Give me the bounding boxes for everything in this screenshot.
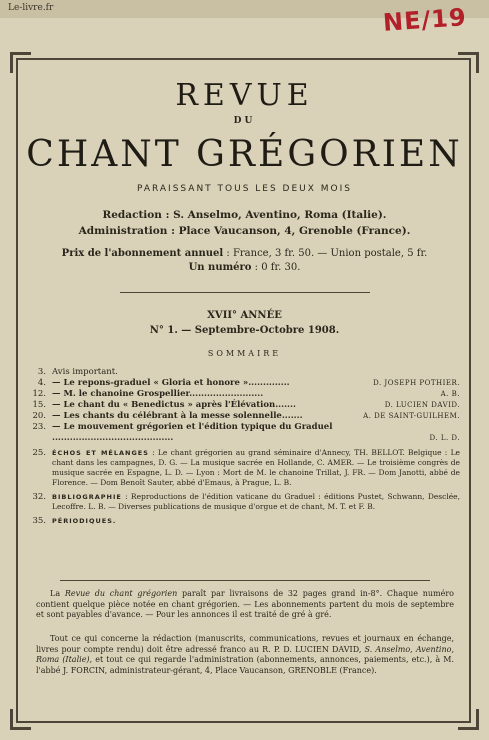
subtitle: PARAISSANT TOUS LES DEUX MOIS <box>136 184 352 194</box>
summary-heading: SOMMAIRE <box>207 349 282 358</box>
toc-page: 23. <box>32 422 46 432</box>
footer-text: Tout ce qui concerne la rédaction (manuscrits, communications, revues et journaux en échange, livres pour compte rendu) doit être adressé franco au R. P. D. LUCIEN DAVID, <box>36 634 454 654</box>
section-label: BIBLIOGRAPHIE <box>52 493 122 501</box>
footer-paragraph-2 <box>36 634 454 676</box>
volume-year: XVII° ANNÉE <box>207 310 282 321</box>
toc-author: A. B. <box>440 390 460 398</box>
toc-page: 15. <box>32 400 46 410</box>
divider <box>120 292 370 293</box>
footer-text: paraît par livraisons de 32 pages grand in-8°. Chaque numéro contient quelque pièce notée en chant grégorien. — Les abonnements partent du mois de septembre et sont payables d'avance. — Pour les annonces il est traité de gré à gré. <box>36 589 454 619</box>
corner-ornament <box>458 709 479 730</box>
divider <box>60 580 430 581</box>
toc-entry <box>28 367 460 378</box>
toc-title: Avis important. <box>52 367 118 377</box>
toc-page: 32. <box>32 492 46 502</box>
toc-title: — Les chants du célébrant à la messe solennelle....... <box>52 411 303 421</box>
section-text: : Reproductions de l'édition vaticane du Graduel : éditions Pustet, Schwann, Desclée, Lecoffre. L. B. — Diverses publications de musique d'orgue et de chant, M. T. et F. B. <box>52 492 460 511</box>
toc-author: D. L. D. <box>429 434 460 442</box>
corner-ornament <box>10 709 31 730</box>
corner-ornament <box>10 52 31 73</box>
footer-paragraph-1 <box>36 589 454 621</box>
title-main: CHANT GRÉGORIEN <box>26 134 463 175</box>
toc-entry-echos <box>28 448 460 488</box>
numero-value: : 0 fr. 30. <box>251 262 301 273</box>
toc-author: D. JOSEPH POTHIER. <box>373 379 460 387</box>
toc-entry-biblio <box>28 492 460 512</box>
toc-title: — Le repons-graduel « Gloria et honore ».............. <box>52 378 290 388</box>
issue-number: N° 1. — Septembre-Octobre 1908. <box>149 325 340 336</box>
footer-italic: Revue du chant grégorien <box>64 589 178 598</box>
toc-entry <box>28 378 460 389</box>
toc-entry <box>28 389 460 400</box>
toc-title: — Le chant du « Benedictus » après l'Élévation....... <box>52 400 296 410</box>
toc-author: A. DE SAINT-GUILHEM. <box>363 412 460 420</box>
toc-author: D. LUCIEN DAVID. <box>384 401 460 409</box>
footer-text: La <box>50 589 65 598</box>
numero-label: Un numéro <box>188 262 252 273</box>
source-watermark: Le-livre.fr <box>8 3 54 13</box>
section-text: : Le chant grégorien au grand séminaire d'Annecy, TH. BELLOT. Belgique : Le chant dans les campagnes, D. G. — La musique sacrée en Hollande, C. AMER. — Le troisième congrès de musique sacrée en Espagne, L. D. — Lyon : Mort de M. le chanoine Trillat, J. FR. — Dom Janotti, abbé de Florence. — Dom Benoît Sauter, abbé d'Emaus, à Prague, L. B. <box>52 448 460 487</box>
handwritten-reference: NE/19 <box>382 3 468 37</box>
toc-page: 12. <box>32 389 46 399</box>
table-of-contents <box>28 367 460 526</box>
prix-label: Prix de l'abonnement annuel <box>61 248 224 259</box>
footer-text: et tout ce qui regarde l'administration (abonnements, annonces, paiements, etc.), à M. l'abbé J. FORCIN, administrateur-gérant, 4, Place Vaucanson, GRENOBLE (France). <box>36 655 455 675</box>
issue-price <box>0 262 489 273</box>
subscription-price <box>0 248 489 259</box>
title-revue: REVUE <box>175 78 314 113</box>
toc-title: — M. le chanoine Grospellier......................... <box>52 389 264 399</box>
toc-page: 20. <box>32 411 46 421</box>
toc-page: 3. <box>37 367 46 377</box>
title-du: DU <box>233 116 256 126</box>
toc-entry <box>28 400 460 411</box>
toc-entry <box>28 422 460 444</box>
toc-page: 4. <box>37 378 46 388</box>
prix-value: : France, 3 fr. 50. — Union postale, 5 fr. <box>223 248 428 259</box>
section-label: ÉCHOS ET MÉLANGES <box>52 449 149 457</box>
corner-ornament <box>458 52 479 73</box>
toc-entry-periodiques <box>28 516 460 526</box>
toc-title: — Le mouvement grégorien et l'édition typique du Graduel ......................................... <box>52 422 333 443</box>
section-label: PÉRIODIQUES. <box>52 517 117 525</box>
footer-italic: S. Anselmo, Aventino, Roma (Italie), <box>36 644 454 664</box>
toc-page: 35. <box>32 516 46 526</box>
toc-entry <box>28 411 460 422</box>
toc-page: 25. <box>32 448 46 458</box>
administration-line: Administration : Place Vaucanson, 4, Grenoble (France). <box>78 225 411 237</box>
redaction-line: Redaction : S. Anselmo, Aventino, Roma (Italie). <box>102 209 387 221</box>
